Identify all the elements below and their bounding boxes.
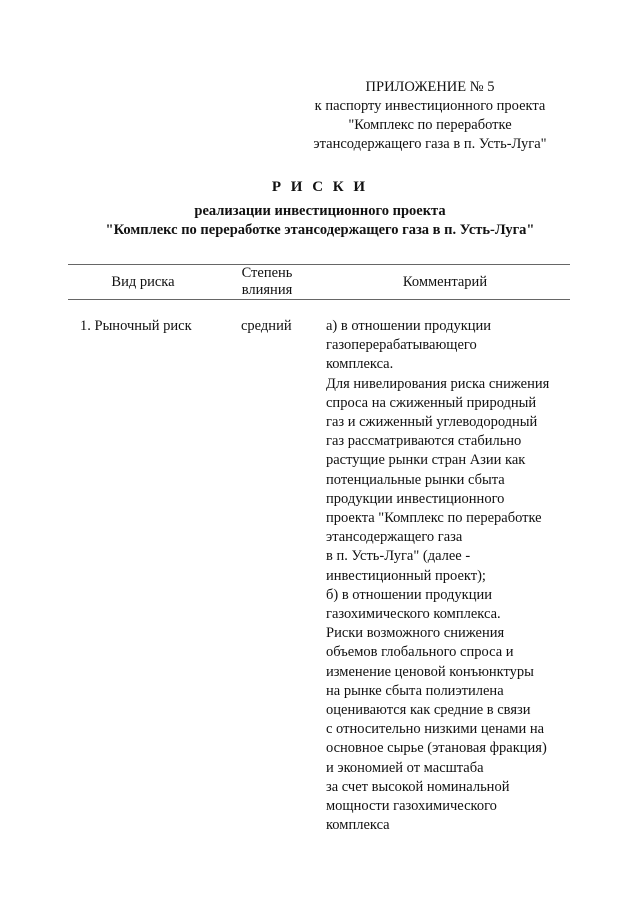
- comment-line: комплекса.: [326, 356, 394, 373]
- comment-line: объемов глобального спроса и: [326, 644, 514, 661]
- appendix-number: ПРИЛОЖЕНИЕ № 5: [365, 79, 495, 95]
- comment-line: газоперерабатывающего: [326, 337, 477, 354]
- comment-line: изменение ценовой конъюнктуры: [326, 663, 534, 680]
- comment-line: Риски возможного снижения: [326, 625, 505, 642]
- document-title: Р И С К И: [271, 179, 369, 195]
- comment-line: растущие рынки стран Азии как: [326, 452, 526, 469]
- table-top-rule: [68, 264, 570, 265]
- comment-line: проекта "Комплекс по переработке: [326, 510, 542, 527]
- header-degree-line1: Степень: [241, 265, 293, 281]
- table-header-rule: [68, 299, 570, 300]
- header-comment: Комментарий: [402, 274, 488, 290]
- row-risk-type: 1. Рыночный риск: [80, 318, 192, 334]
- header-degree-line2: влияния: [241, 282, 293, 298]
- comment-line: в п. Усть-Луга" (далее -: [326, 548, 471, 565]
- comment-line: за счет высокой номинальной: [326, 778, 510, 795]
- comment-line: этансодержащего газа: [326, 529, 463, 546]
- row-comment: [326, 317, 586, 835]
- comment-line: газохимического комплекса.: [326, 606, 501, 623]
- appendix-line: этансодержащего газа в п. Усть-Луга": [313, 136, 547, 152]
- comment-line: газ рассматриваются стабильно: [326, 433, 522, 450]
- header-degree: [222, 265, 312, 299]
- document-subtitle-line1: реализации инвестиционного проекта: [194, 203, 446, 219]
- comment-line: потенциальные рынки сбыта: [326, 471, 505, 488]
- comment-line: оцениваются как средние в связи: [326, 702, 531, 719]
- appendix-line: "Комплекс по переработке: [348, 117, 512, 133]
- comment-line: газ и сжиженный углеводородный: [326, 414, 538, 431]
- comment-line: с относительно низкими ценами на: [326, 721, 545, 738]
- comment-line: Для нивелирования риска снижения: [326, 375, 550, 392]
- comment-line: на рынке сбыта полиэтилена: [326, 682, 504, 699]
- document-subtitle-line2: "Комплекс по переработке этансодержащего газа в п. Усть-Луга": [105, 222, 535, 238]
- comment-line: б) в отношении продукции: [326, 586, 493, 603]
- row-degree: средний: [241, 318, 292, 334]
- comment-line: и экономией от масштаба: [326, 759, 484, 776]
- comment-line: а) в отношении продукции: [326, 318, 492, 334]
- comment-line: инвестиционный проект);: [326, 567, 486, 584]
- comment-line: мощности газохимического: [326, 798, 497, 815]
- appendix-block: [290, 78, 570, 154]
- header-risk-type: Вид риска: [111, 274, 175, 290]
- comment-line: спроса на сжиженный природный: [326, 394, 537, 411]
- comment-line: комплекса: [326, 817, 390, 834]
- comment-line: основное сырье (этановая фракция): [326, 740, 547, 757]
- comment-line: продукции инвестиционного: [326, 490, 505, 507]
- appendix-line: к паспорту инвестиционного проекта: [314, 98, 546, 114]
